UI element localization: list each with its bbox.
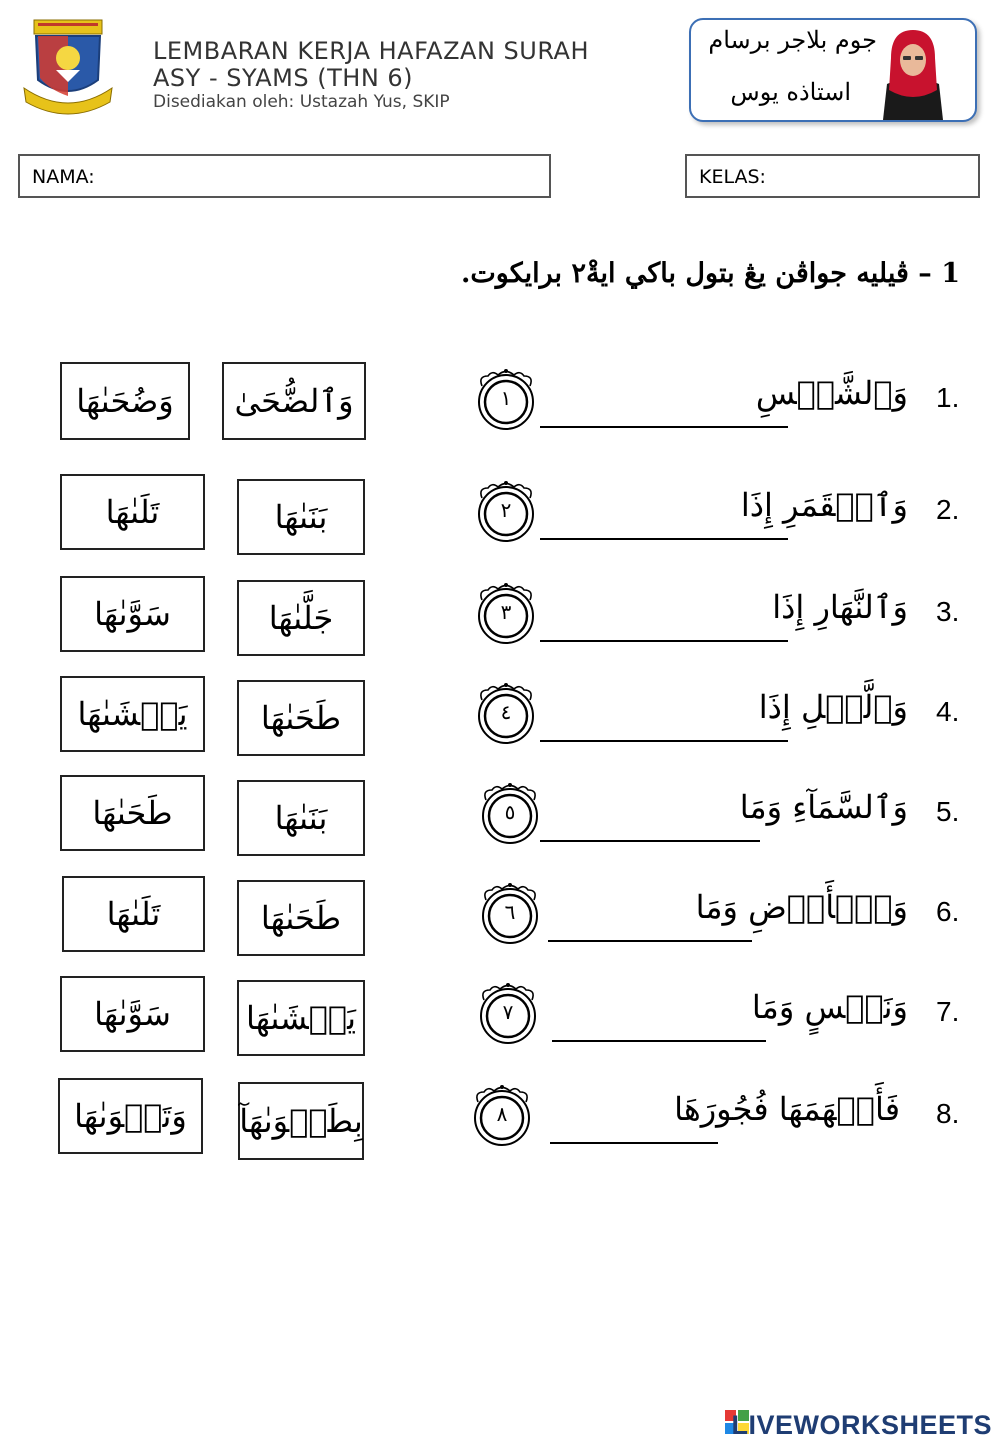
question-number: 6.: [936, 896, 960, 927]
option-box[interactable]: وَتَقۡوَىٰهَا: [58, 1078, 203, 1154]
option-box[interactable]: بَنَىٰهَا: [237, 780, 365, 856]
verse-text: وَٱلَّيۡلِ إِذَا: [758, 688, 908, 726]
option-box[interactable]: سَوَّىٰهَا: [60, 976, 205, 1052]
question-number: 5.: [936, 796, 960, 827]
title-line-2: ASY - SYAMS (THN 6): [153, 64, 414, 92]
kelas-label: KELAS:: [699, 166, 766, 188]
badge-greeting: جوم بلاجر برسام: [708, 26, 877, 54]
ayah-marker-icon: [476, 780, 544, 848]
answer-blank[interactable]: [548, 940, 752, 942]
ayah-marker-icon: [468, 1082, 536, 1150]
answer-blank[interactable]: [540, 740, 788, 742]
ayah-marker-icon: [472, 680, 540, 748]
option-box[interactable]: يَغۡشَىٰهَا: [237, 980, 365, 1056]
question-number: 4.: [936, 696, 960, 727]
ayah-number: ١: [500, 386, 512, 410]
title-line-1: LEMBARAN KERJA HAFAZAN SURAH: [153, 37, 590, 65]
ayah-number: ٤: [500, 700, 512, 724]
ayah-marker-icon: [472, 580, 540, 648]
option-box[interactable]: يَغۡشَىٰهَا: [60, 676, 205, 752]
option-box[interactable]: وَٱلضُّحَىٰ: [222, 362, 366, 440]
answer-blank[interactable]: [540, 640, 788, 642]
question-number: 7.: [936, 996, 960, 1027]
teacher-badge: [689, 18, 977, 122]
question-number: 1.: [936, 382, 960, 413]
kelas-field[interactable]: [685, 154, 980, 198]
option-box[interactable]: جَلَّىٰهَا: [237, 580, 365, 656]
verse-text: وَٱلۡقَمَرِ إِذَا: [740, 486, 908, 524]
option-box[interactable]: وَضُحَىٰهَا: [60, 362, 190, 440]
ayah-number: ٧: [502, 1000, 514, 1024]
nama-label: NAMA:: [32, 166, 95, 188]
option-box[interactable]: بَنَىٰهَا: [237, 479, 365, 555]
answer-blank[interactable]: [550, 1142, 718, 1144]
verse-text: وَٱلنَّهَارِ إِذَا: [772, 588, 908, 626]
option-box[interactable]: تَلَىٰهَا: [62, 876, 205, 952]
ayah-number: ٣: [500, 600, 512, 624]
option-box[interactable]: طَحَىٰهَا: [60, 775, 205, 851]
answer-blank[interactable]: [540, 426, 788, 428]
ayah-marker-icon: [476, 880, 544, 948]
ayah-number: ٦: [504, 900, 516, 924]
school-crest-icon: [22, 18, 114, 118]
answer-blank[interactable]: [552, 1040, 766, 1042]
question-number: 2.: [936, 494, 960, 525]
instruction-text: 1 – ڤيليه جواڤن يڠ بتول باکي ايةْ٢ برايکوت.: [460, 258, 960, 289]
ayah-marker-icon: [472, 478, 540, 546]
badge-teacher-name: استاذه يوس: [730, 78, 851, 106]
verse-text: وَٱلسَّمَآءِ وَمَا: [739, 788, 908, 826]
verse-text: وَٱلۡأَرۡضِ وَمَا: [695, 888, 908, 926]
verse-text: وَٱلشَّمۡسِ: [755, 374, 908, 412]
option-box[interactable]: تَلَىٰهَا: [60, 474, 205, 550]
ayah-number: ٢: [500, 498, 512, 522]
option-box[interactable]: بِطَغۡوَىٰهَآ: [238, 1082, 364, 1160]
footer-brand: LIVEWORKSHEETS: [731, 1410, 992, 1440]
option-box[interactable]: طَحَىٰهَا: [237, 880, 365, 956]
option-box[interactable]: طَحَىٰهَا: [237, 680, 365, 756]
ayah-number: ٨: [496, 1102, 508, 1126]
question-number: 3.: [936, 596, 960, 627]
option-box[interactable]: سَوَّىٰهَا: [60, 576, 205, 652]
answer-blank[interactable]: [540, 840, 760, 842]
worksheet-title: [153, 38, 589, 112]
question-number: 8.: [936, 1098, 960, 1129]
ayah-number: ٥: [504, 800, 516, 824]
verse-text: فَأَلۡهَمَهَا فُجُورَهَا: [674, 1090, 900, 1128]
teacher-photo: [877, 24, 949, 120]
ayah-marker-icon: [472, 366, 540, 434]
nama-field[interactable]: [18, 154, 551, 198]
verse-text: وَنَفۡسٍ وَمَا: [751, 988, 908, 1026]
ayah-marker-icon: [474, 980, 542, 1048]
prepared-by: Disediakan oleh: Ustazah Yus, SKIP: [153, 92, 450, 112]
answer-blank[interactable]: [540, 538, 788, 540]
